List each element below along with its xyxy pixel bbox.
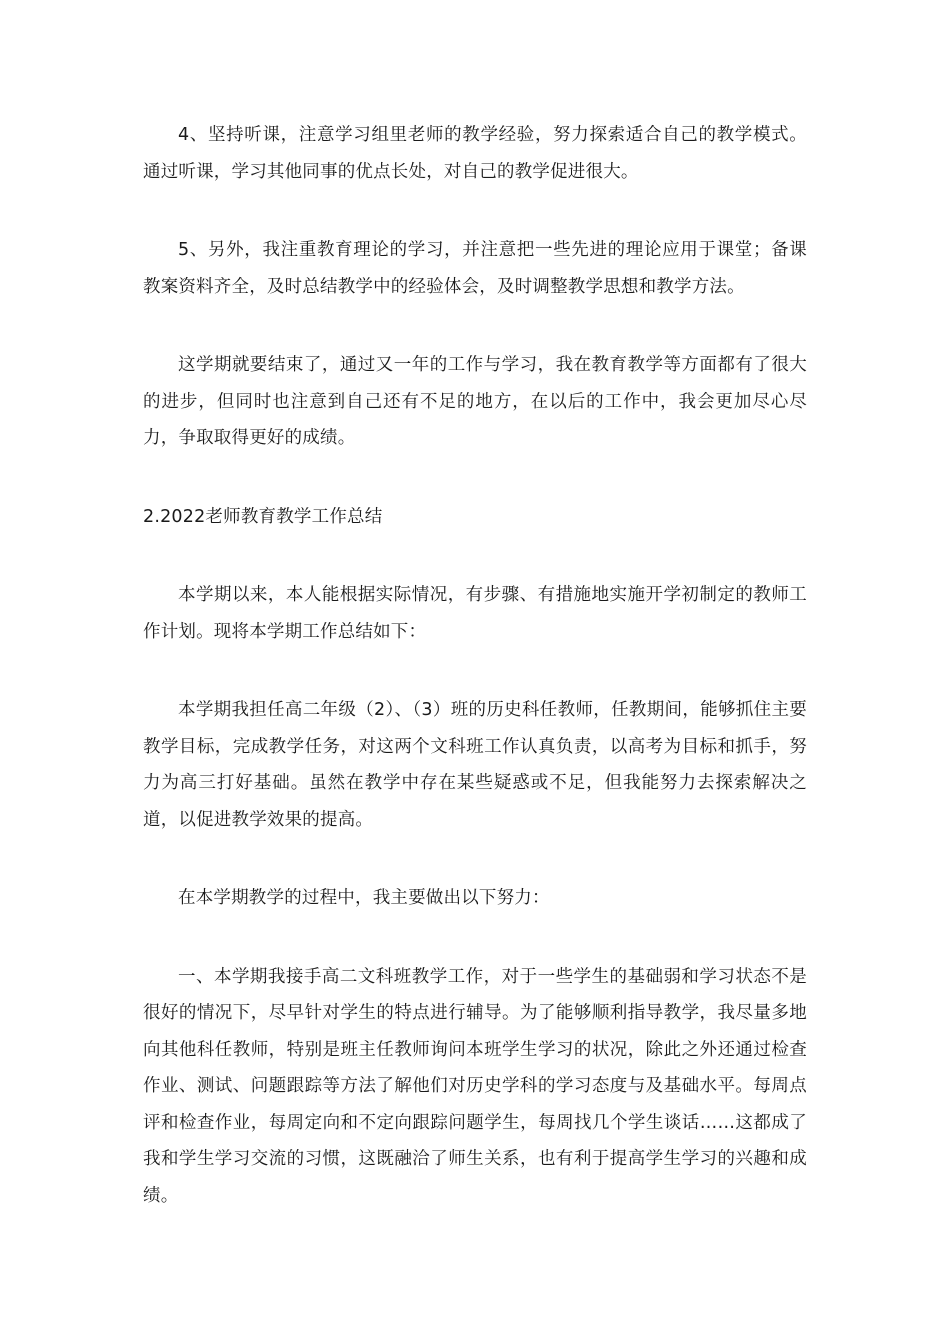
paragraph-efforts-lead: 在本学期教学的过程中，我主要做出以下努力： <box>178 888 550 908</box>
section-heading: 2.2022老师教育教学工作总结 <box>143 506 383 527</box>
document-body <box>143 117 807 1256</box>
paragraph-item-5: 5、另外，我注重教育理论的学习，并注意把一些先进的理论应用于课堂；备课教案资料齐全，及时总结教学中的经验体会，及时调整教学思想和教学方法。 <box>143 240 807 297</box>
paragraph-effort-one: 一、本学期我接手高二文科班教学工作，对于一些学生的基础弱和学习状态不是很好的情况下，尽早针对学生的特点进行辅导。为了能够顺利指导教学，我尽量多地向其他科任教师，特别是班主任教师询问本班学生学习的状况，除此之外还通过检查作业、测试、问题跟踪等方法了解他们对历史学科的学习态度与及基础水平。每周点评和检查作业，每周定向和不定向跟踪问题学生，每周找几个学生谈话……这都成了我和学生学习交流的习惯，这既融洽了师生关系，也有利于提高学生学习的兴趣和成绩。 <box>143 966 807 1206</box>
paragraph-assignment: 本学期我担任高二年级（2）、（3）班的历史科任教师，任教期间，能够抓住主要教学目标，完成教学任务，对这两个文科班工作认真负责，以高考为目标和抓手，努力为高三打好基础。虽然在教学中存在某些疑惑或不足，但我能努力去探索解决之道，以促进教学效果的提高。 <box>143 700 807 830</box>
paragraph-intro: 本学期以来，本人能根据实际情况，有步骤、有措施地实施开学初制定的教师工作计划。现将本学期工作总结如下： <box>143 585 807 642</box>
paragraph-item-4: 4、坚持听课，注意学习组里老师的教学经验，努力探索适合自己的教学模式。通过听课，学习其他同事的优点长处，对自己的教学促进很大。 <box>143 125 807 182</box>
paragraph-conclusion: 这学期就要结束了，通过又一年的工作与学习，我在教育教学等方面都有了很大的进步，但同时也注意到自己还有不足的地方，在以后的工作中，我会更加尽心尽力，争取取得更好的成绩。 <box>143 355 807 448</box>
